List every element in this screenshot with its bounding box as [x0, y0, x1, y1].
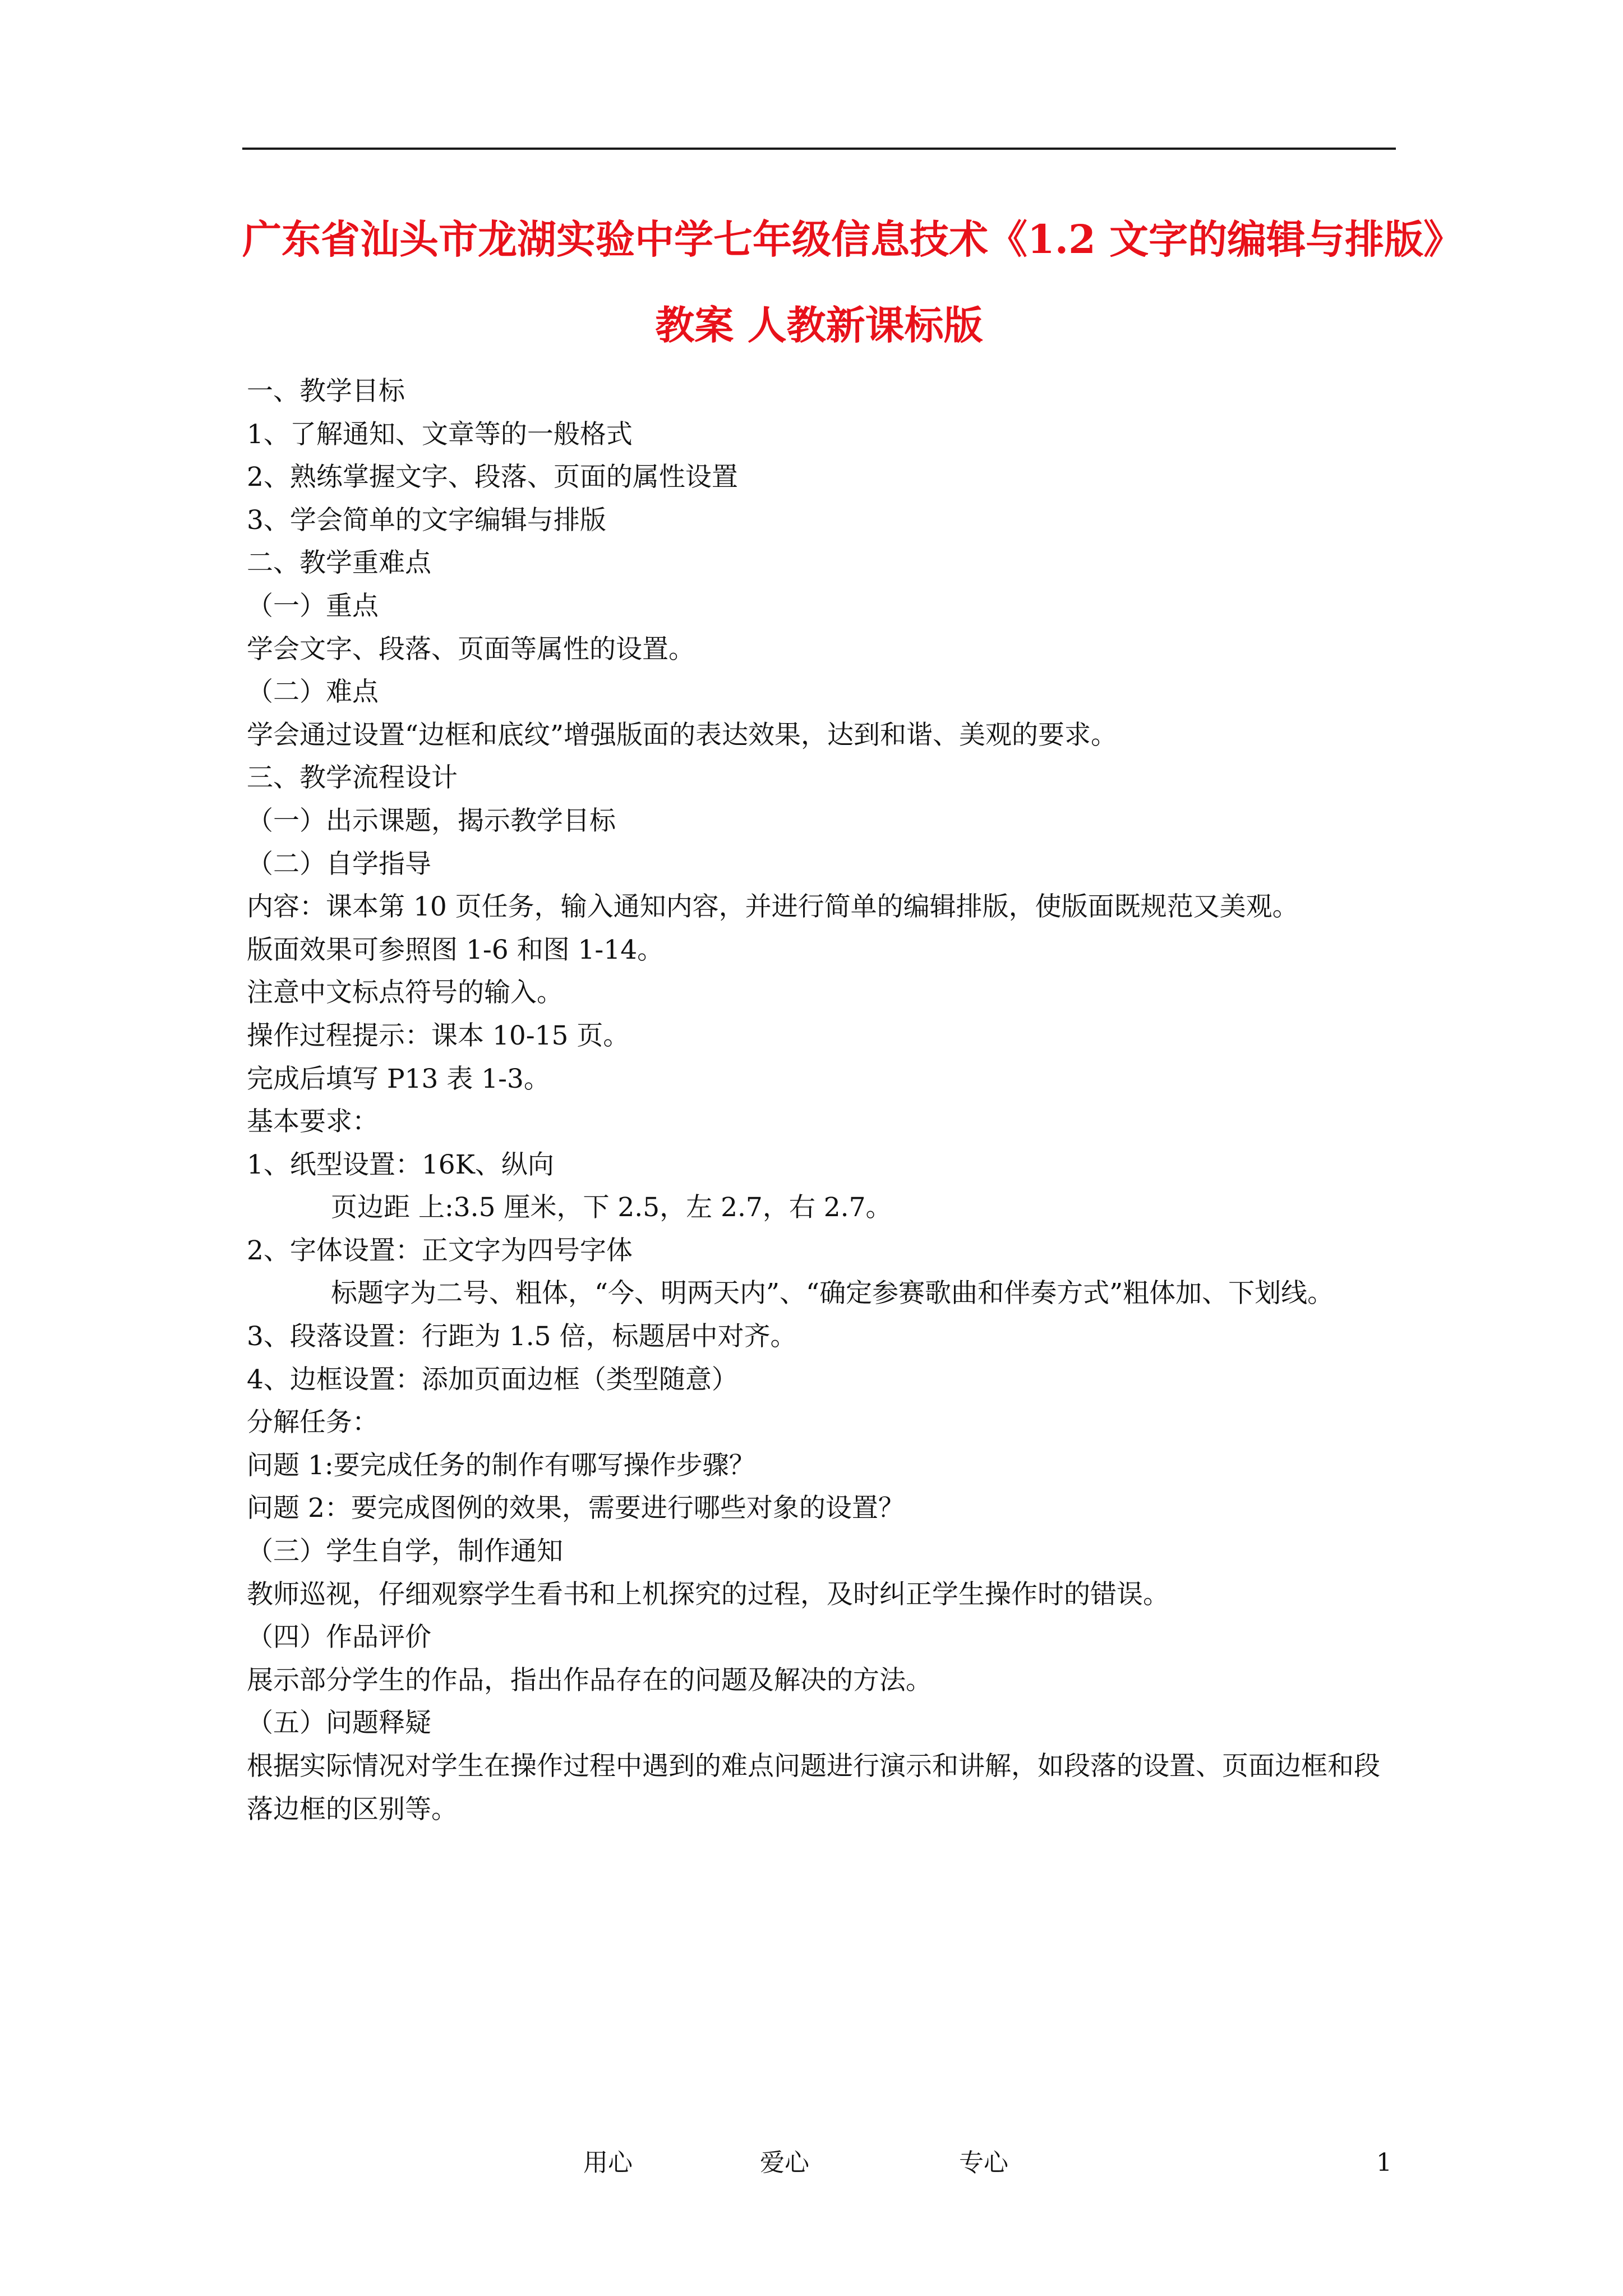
fill-table-note: 完成后填写 P13 表 1-3。 — [247, 1063, 550, 1094]
goal-item-2: 2、熟练掌握文字、段落、页面的属性设置 — [247, 462, 738, 493]
process-step-1: （一）出示课题，揭示教学目标 — [247, 805, 616, 836]
self-study-content: 内容：课本第 10 页任务，输入通知内容，并进行简单的编辑排版，使版面既规范又美观。 — [247, 891, 1299, 923]
footer-word-1: 用心 — [583, 2148, 633, 2177]
footer-word-3: 专心 — [959, 2148, 1008, 2177]
document-body — [247, 370, 1396, 1831]
document-title-line-1: 广东省汕头市龙湖实验中学七年级信息技术《1.2 文字的编辑与排版》 — [242, 216, 1463, 263]
task-breakdown-heading: 分解任务： — [247, 1407, 379, 1438]
section-heading-key-points: 二、教学重难点 — [247, 547, 431, 579]
goal-item-3: 3、学会简单的文字编辑与排版 — [247, 504, 606, 536]
subheading-key-point: （一）重点 — [247, 590, 379, 622]
punctuation-note: 注意中文标点符号的输入。 — [247, 977, 563, 1009]
requirement-margins: 页边距 上:3.5 厘米，下 2.5，左 2.7，右 2.7。 — [331, 1192, 892, 1223]
requirement-font: 2、字体设置：正文字为四号字体 — [247, 1235, 633, 1266]
requirement-paragraph: 3、段落设置：行距为 1.5 倍，标题居中对齐。 — [247, 1321, 797, 1352]
subheading-difficulty: （二）难点 — [247, 677, 379, 708]
work-display-text: 展示部分学生的作品，指出作品存在的问题及解决的方法。 — [247, 1664, 932, 1696]
document-title-line-2: 教案 人教新课标版 — [655, 302, 983, 348]
page-number: 1 — [1376, 2148, 1392, 2177]
footer-word-2: 爱心 — [760, 2148, 809, 2177]
process-step-5: （五）问题释疑 — [247, 1708, 431, 1739]
requirement-title-font: 标题字为二号、粗体，“今、明两天内”、“确定参赛歌曲和伴奏方式”粗体加、下划线。 — [331, 1278, 1334, 1309]
requirement-border: 4、边框设置：添加页面边框（类型随意） — [247, 1364, 738, 1395]
basic-requirements-heading: 基本要求： — [247, 1106, 379, 1138]
difficulty-text: 学会通过设置“边框和底纹”增强版面的表达效果，达到和谐、美观的要求。 — [247, 719, 1118, 751]
teacher-patrol-text: 教师巡视，仔细观察学生看书和上机探究的过程，及时纠正学生操作时的错误。 — [247, 1579, 1169, 1610]
problem-solving-text: 根据实际情况对学生在操作过程中遇到的难点问题进行演示和讲解，如段落的设置、页面边框和段落边框的区别等。 — [247, 1751, 1380, 1825]
process-step-3: （三）学生自学，制作通知 — [247, 1536, 563, 1567]
question-2: 问题 2：要完成图例的效果，需要进行哪些对象的设置？ — [247, 1493, 905, 1524]
section-heading-process: 三、教学流程设计 — [247, 762, 458, 794]
question-1: 问题 1:要完成任务的制作有哪写操作步骤？ — [247, 1450, 755, 1481]
process-step-2: （二）自学指导 — [247, 848, 431, 880]
operation-hint: 操作过程提示：课本 10-15 页。 — [247, 1020, 630, 1051]
layout-reference: 版面效果可参照图 1-6 和图 1-14。 — [247, 934, 664, 965]
process-step-4: （四）作品评价 — [247, 1622, 431, 1653]
requirement-paper: 1、纸型设置：16K、纵向 — [247, 1149, 554, 1180]
goal-item-1: 1、了解通知、文章等的一般格式 — [247, 418, 633, 450]
header-rule — [242, 148, 1396, 150]
section-heading-teaching-goals: 一、教学目标 — [247, 376, 405, 407]
key-point-text: 学会文字、段落、页面等属性的设置。 — [247, 633, 695, 665]
